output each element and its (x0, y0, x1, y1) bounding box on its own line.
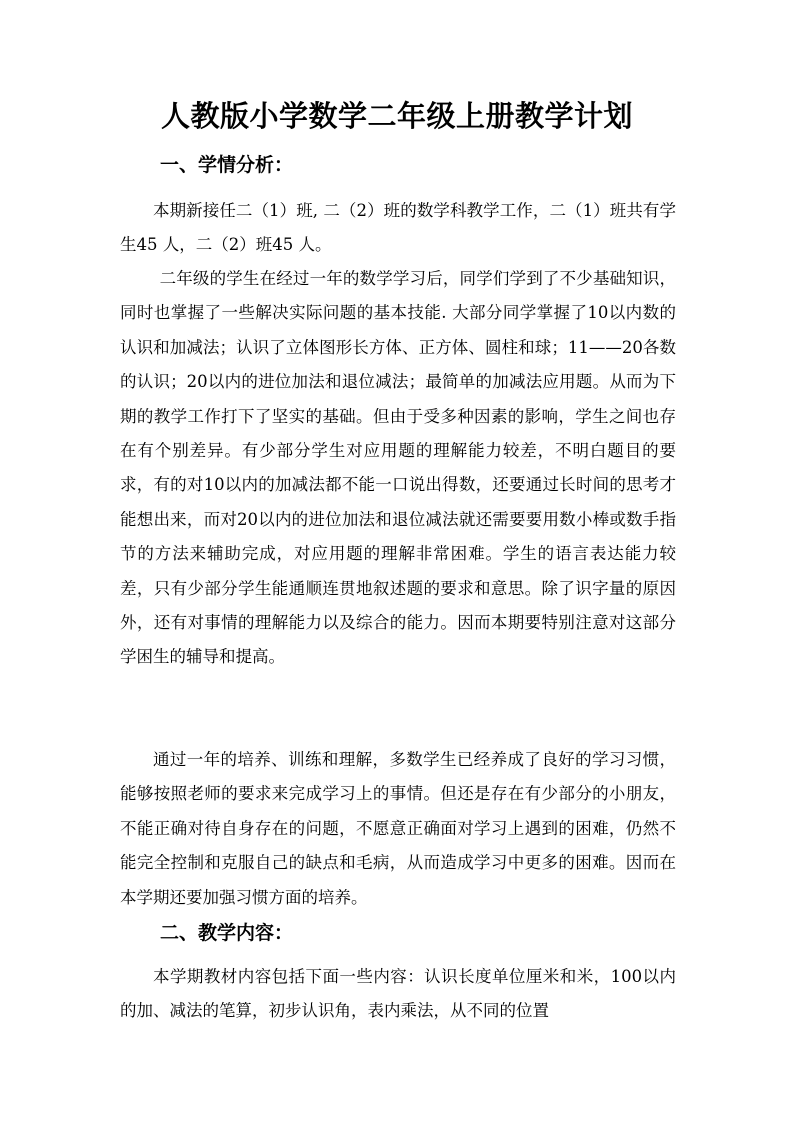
paragraph-class-info: 本期新接任二（1）班, 二（2）班的数学科教学工作，二（1）班共有学生45 人，二（2）班45 人。 (120, 201, 676, 255)
paragraph-study-habits: 通过一年的培养、训练和理解，多数学生已经养成了良好的学习习惯，能够按照老师的要求来完成学习上的事情。但还是存在有少部分的小朋友，不能正确对待自身存在的问题，不愿意正确面对学习上遇到的困难，仍然不能完全控制和克服自己的缺点和毛病，从而造成学习中更多的困难。因而在本学期还要加强习惯方面的培养。 (120, 750, 676, 907)
paragraph-student-foundation: 二年级的学生在经过一年的数学学习后，同学们学到了不少基础知识，同时也掌握了一些解决实际问题的基本技能. 大部分同学掌握了10以内数的认识和加减法；认识了立体图形长方体、正方体、圆柱和球；11——20各数的认识；20以内的进位加法和退位减法；最简单的加减法应用题。从而为下期的教学工作打下了坚实的基础。但由于受多种因素的影响，学生之间也存在有个别差异。有少部分学生对应用题的理解能力较差，不明白题目的要求，有的对10以内的加减法都不能一口说出得数，还要通过长时间的思考才能想出来，而对20以内的进位加法和退位减法就还需要要用数小棒或数手指节的方法来辅助完成，对应用题的理解非常困难。学生的语言表达能力较差，只有少部分学生能通顺连贯地叙述题的要求和意思。除了识字量的原因外，还有对事情的理解能力以及综合的能力。因而本期要特别注意对这部分学困生的辅导和提高。 (120, 269, 676, 667)
page-title: 人教版小学数学二年级上册教学计划 (160, 99, 633, 133)
section-heading-teaching-content: 二、教学内容： (160, 922, 294, 944)
section-heading-learning-analysis: 一、学情分析： (160, 154, 294, 176)
paragraph-textbook-content: 本学期教材内容包括下面一些内容：认识长度单位厘米和米，100以内的加、减法的笔算，初步认识角，表内乘法，从不同的位置 (120, 967, 676, 1021)
